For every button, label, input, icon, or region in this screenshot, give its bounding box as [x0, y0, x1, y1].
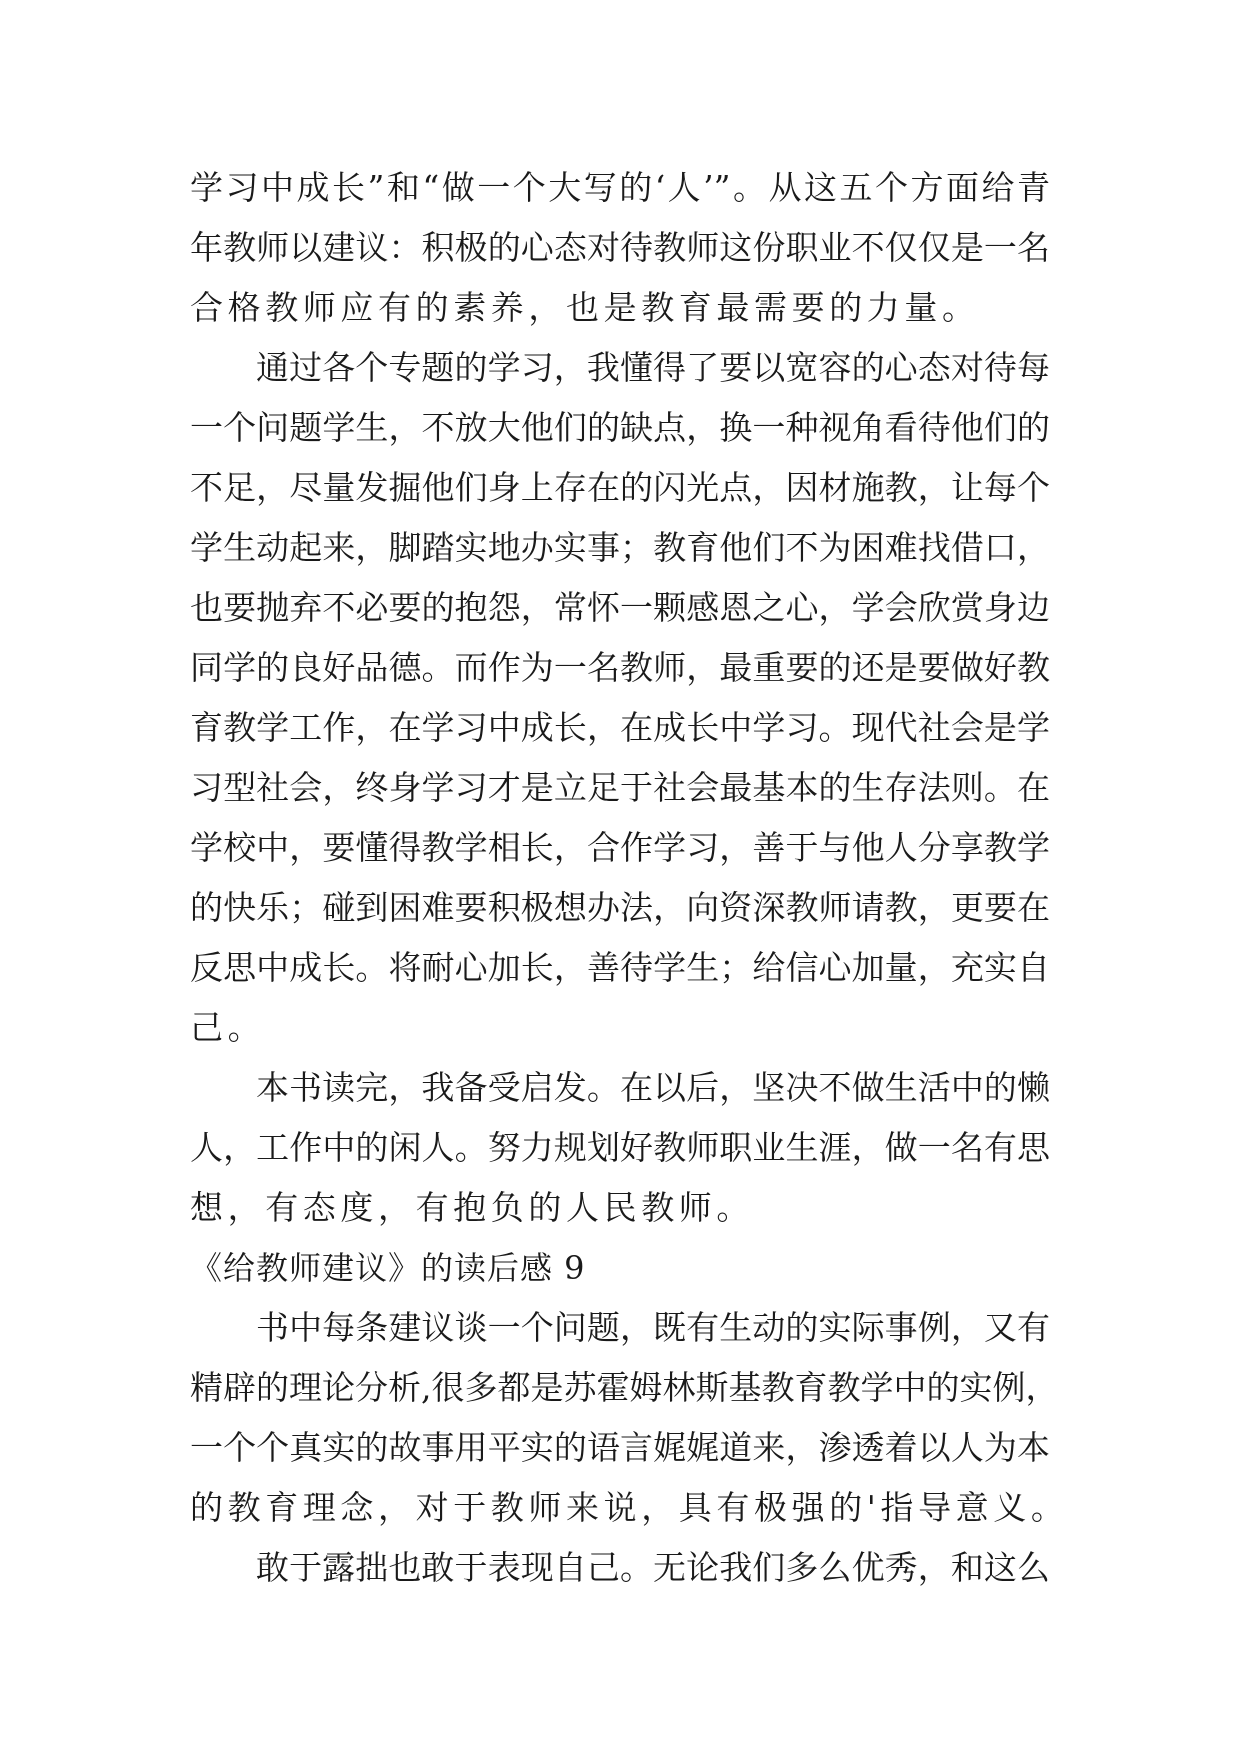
- document-page: [190, 158, 1069, 1598]
- text-line: 人，工作中的闲人。努力规划好教师职业生涯，做一名有思: [190, 1128, 1050, 1167]
- text-line: 也要抛弃不必要的抱怨，常怀一颗感恩之心，学会欣赏身边: [190, 588, 1050, 627]
- text-line: 学生动起来，脚踏实地办实事；教育他们不为困难找借口，: [190, 528, 1050, 567]
- paragraph-first-line: 书中每条建议谈一个问题，既有生动的实际事例，又有: [256, 1308, 1050, 1347]
- text-line: 一个个真实的故事用平实的语言娓娓道来，渗透着以人为本: [190, 1428, 1050, 1467]
- text-line: 己。: [190, 1008, 266, 1047]
- text-line: 育教学工作，在学习中成长，在成长中学习。现代社会是学: [190, 708, 1050, 747]
- text-line: 习型社会，终身学习才是立足于社会最基本的生存法则。在: [190, 768, 1050, 807]
- text-line: 一个问题学生，不放大他们的缺点，换一种视角看待他们的: [190, 408, 1050, 447]
- text-line: 学校中，要懂得教学相长，合作学习，善于与他人分享教学: [190, 828, 1050, 867]
- paragraph-first-line: 通过各个专题的学习，我懂得了要以宽容的心态对待每: [256, 348, 1050, 387]
- text-line: 的快乐；碰到困难要积极想办法，向资深教师请教，更要在: [190, 888, 1050, 927]
- text-line: 反思中成长。将耐心加长，善待学生；给信心加量，充实自: [190, 948, 1050, 987]
- text-line: 同学的良好品德。而作为一名教师，最重要的还是要做好教: [190, 648, 1050, 687]
- paragraph-first-line: 敢于露拙也敢于表现自己。无论我们多么优秀，和这么: [256, 1548, 1050, 1587]
- text-line: 不足，尽量发掘他们身上存在的闪光点，因材施教，让每个: [190, 468, 1050, 507]
- text-line: 的教育理念，对于教师来说，具有极强的'指导意义。: [190, 1488, 1069, 1527]
- text-line: 合格教师应有的素养，也是教育最需要的力量。: [190, 288, 980, 327]
- paragraph-first-line: 本书读完，我备受启发。在以后，坚决不做生活中的懒: [256, 1068, 1050, 1107]
- section-heading: 《给教师建议》的读后感 9: [190, 1249, 586, 1287]
- text-line: 年教师以建议：积极的心态对待教师这份职业不仅仅是一名: [190, 228, 1050, 267]
- text-line: 学习中成长”和“做一个大写的‘人’”。从这五个方面给青: [190, 168, 1050, 207]
- text-line: 精辟的理论分析,很多都是苏霍姆林斯基教育教学中的实例，: [190, 1368, 1059, 1407]
- text-line: 想，有态度，有抱负的人民教师。: [190, 1188, 754, 1227]
